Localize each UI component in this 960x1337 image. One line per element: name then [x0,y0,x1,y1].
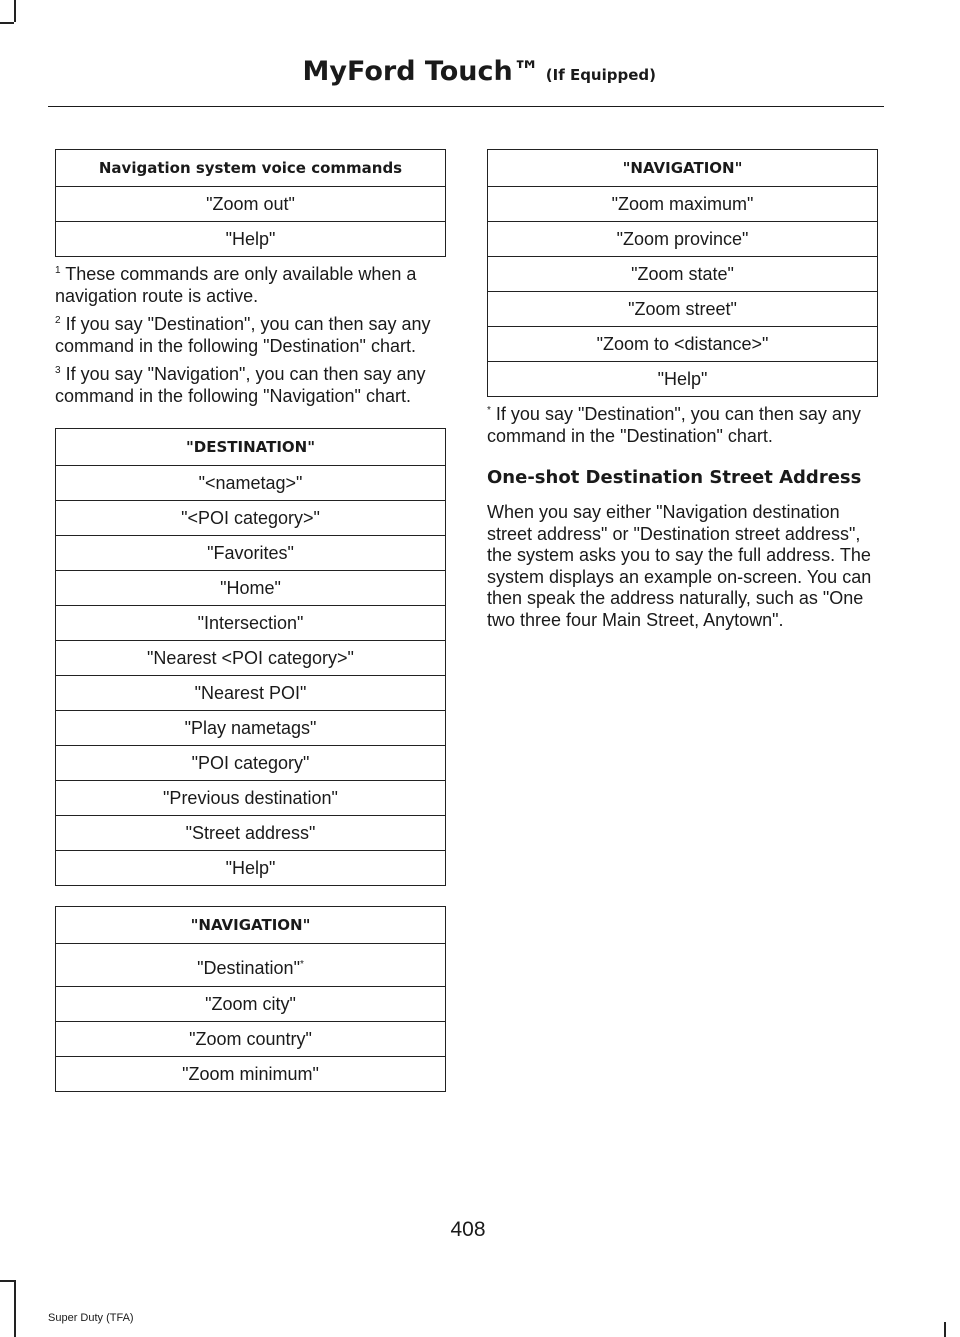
footnote-mark: * [487,405,491,416]
row-text: "Destination" [197,957,300,978]
table-row: "Play nametags" [56,711,446,746]
footnote-mark: 1 [55,265,61,276]
table-row: "Nearest <POI category>" [56,641,446,676]
header-subtitle: (If Equipped) [545,66,656,84]
table-row: "POI category" [56,746,446,781]
table-row: "Zoom minimum" [56,1057,446,1092]
table-row: "Zoom maximum" [488,187,878,222]
table-row: "Zoom out" [56,187,446,222]
table-row: "Help" [56,851,446,886]
right-column [487,149,878,631]
navigation-header: "NAVIGATION" [488,150,878,187]
table-row: "Zoom country" [56,1022,446,1057]
footnote-text: These commands are only available when a navigation route is active. [55,264,417,306]
footnote-text: If you say "Navigation", you can then say any command in the following "Navigation" chart. [55,364,426,406]
section-title: One-shot Destination Street Address [487,467,862,488]
destination-header: "DESTINATION" [56,429,446,466]
footnote-star [487,403,878,447]
crop-mark [0,1280,14,1282]
table-row: "Zoom state" [488,257,878,292]
table-row: "Home" [56,571,446,606]
table-row: "Previous destination" [56,781,446,816]
crop-mark [14,0,16,22]
footnote-mark: 3 [55,365,61,376]
table-row: "Help" [488,362,878,397]
navigation-header: "NAVIGATION" [56,907,446,944]
voice-commands-header: Navigation system voice commands [56,150,446,187]
navigation-table-right [487,149,878,397]
footnote-mark: 2 [55,315,61,326]
footer-model: Super Duty (TFA) [48,1312,134,1324]
table-row: "<POI category>" [56,501,446,536]
page-header-title [303,56,656,87]
table-row: "Nearest POI" [56,676,446,711]
destination-table [55,428,446,886]
table-row: "Zoom to <distance>" [488,327,878,362]
crop-mark [944,1322,946,1337]
crop-mark [14,1280,16,1337]
table-row: "Street address" [56,816,446,851]
table-row: "<nametag>" [56,466,446,501]
footnote-1 [55,263,446,307]
header-divider [48,106,884,107]
footnote-2 [55,313,446,357]
table-row: "Help" [56,222,446,257]
table-row [56,944,446,987]
table-row: "Zoom city" [56,987,446,1022]
footnote-mark: * [299,958,304,970]
crop-mark [0,22,14,24]
page-number: 408 [450,1218,486,1241]
body-paragraph: When you say either "Navigation destination street address" or "Destination street address", the system asks you to say the full address. The system displays an example on-screen. You can then speak the address naturally, such as "One two three four Main Street, Anytown". [487,502,872,630]
table-row: "Zoom street" [488,292,878,327]
left-column [55,149,446,1092]
footnote-3 [55,363,446,407]
footnote-text: If you say "Destination", you can then say any command in the "Destination" chart. [487,404,861,446]
footnote-text: If you say "Destination", you can then say any command in the following "Destination" chart. [55,314,431,356]
table-row: "Zoom province" [488,222,878,257]
table-row: "Intersection" [56,606,446,641]
navigation-table-left [55,906,446,1092]
table-row: "Favorites" [56,536,446,571]
header-title: MyFord Touch™ [302,56,540,87]
voice-commands-table [55,149,446,257]
